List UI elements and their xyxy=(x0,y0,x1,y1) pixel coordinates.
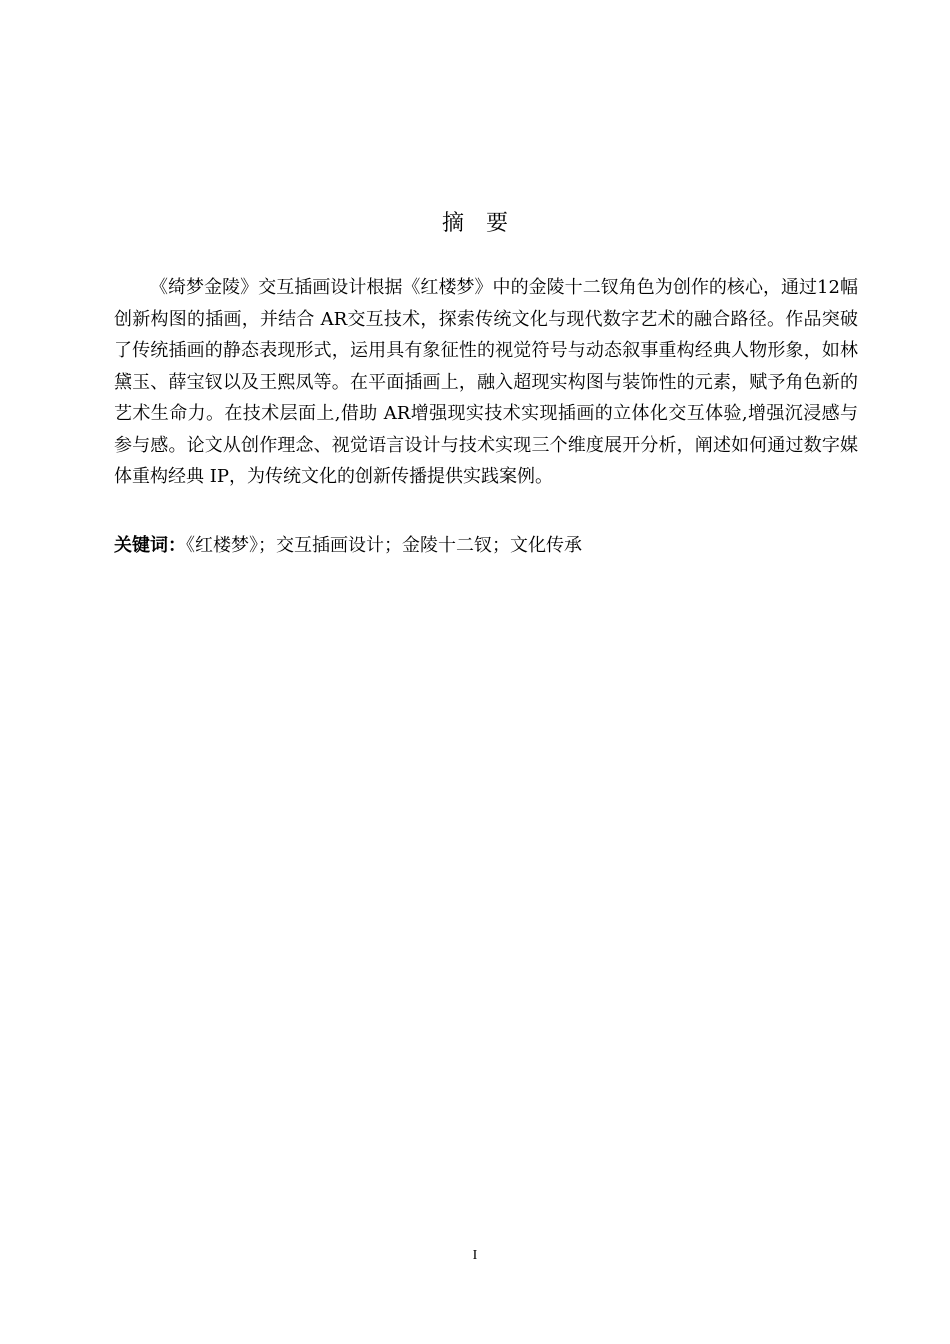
abstract-title: 摘要 xyxy=(441,211,530,236)
keywords-label: 关键词： xyxy=(114,535,186,556)
page-number: I xyxy=(472,1248,478,1263)
keywords-line xyxy=(114,532,858,560)
keywords-text: 《红楼梦》；交互插画设计；金陵十二钗；文化传承 xyxy=(186,535,582,556)
abstract-body: 《绮梦金陵》交互插画设计根据《红楼梦》中的金陵十二钗角色为创作的核心，通过12幅创新构图的插画，并结合 AR交互技术，探索传统文化与现代数字艺术的融合路径。作品突破了传统插画的静态表现形式，运用具有象征性的视觉符号与动态叙事重构经典人物形象，如林黛玉、薛宝钗以及王熙凤等。在平面插画上，融入超现实构图与装饰性的元素，赋予角色新的艺术生命力。在技术层面上,借助 AR增强现实技术实现插画的立体化交互体验,增强沉浸感与参与感。论文从创作理念、视觉语言设计与技术实现三个维度展开分析，阐述如何通过数字媒体重构经典 IP，为传统文化的创新传播提供实践案例。 xyxy=(114,277,858,487)
